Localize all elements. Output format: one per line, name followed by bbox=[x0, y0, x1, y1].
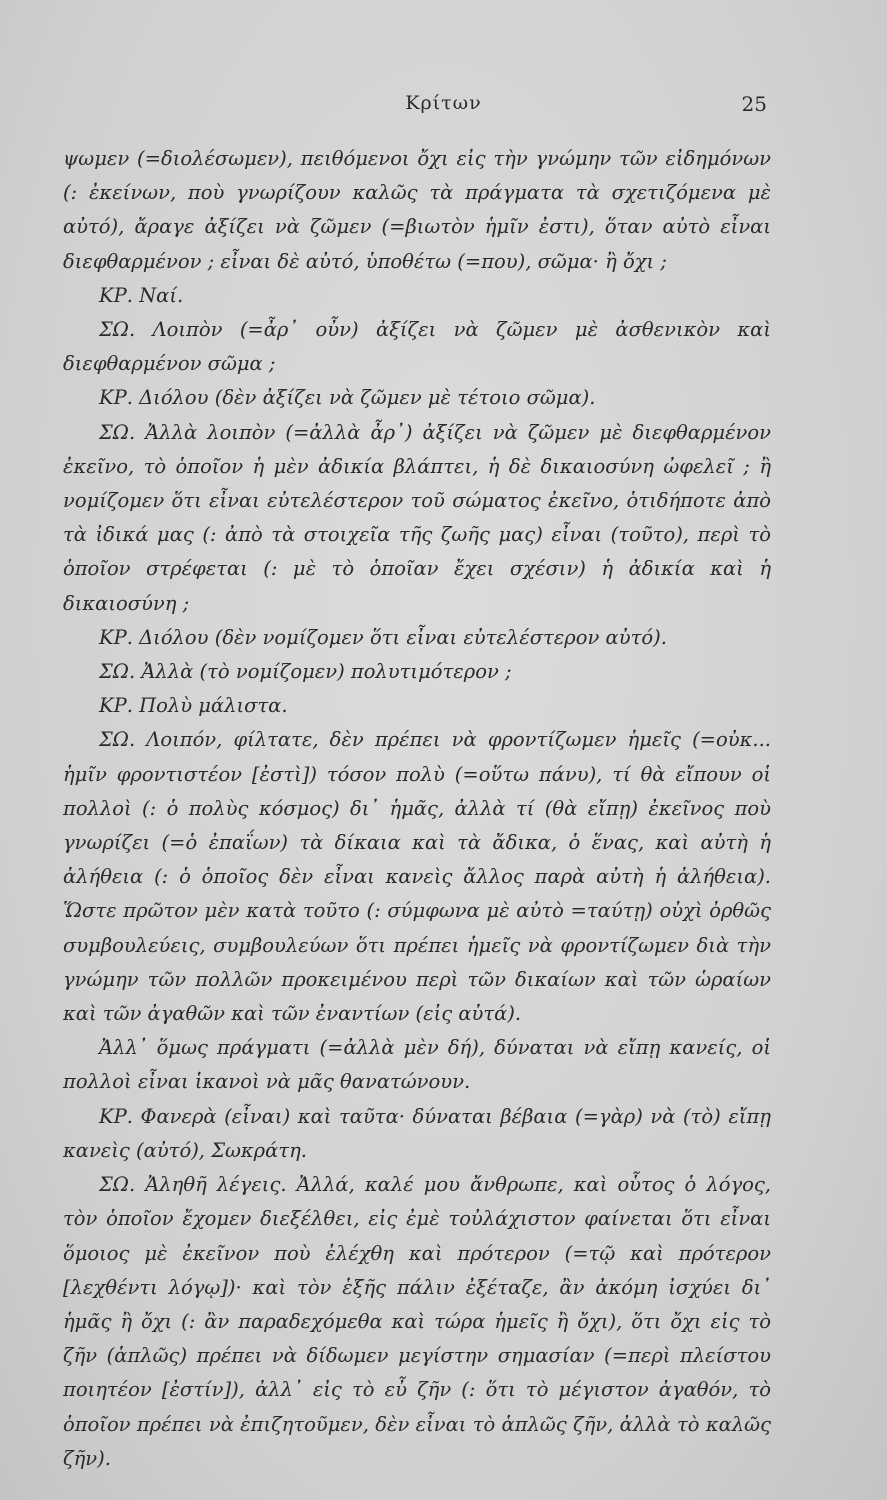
paragraph: ΚΡ. Διόλου (δὲν ἀξίζει νὰ ζῶμεν μὲ τέτοιο σῶμα). bbox=[99, 386, 596, 410]
paragraph: ΚΡ. Διόλου (δὲν νομίζομεν ὅτι εἶναι εὐτελέστερον αὐτό). bbox=[99, 625, 667, 649]
paragraph: Ἀλλ᾽ ὅμως πράγματι (=ἀλλὰ μὲν δή), δύναται νὰ εἴπῃ κανείς, οἱ πολλοὶ εἶναι ἱκανοὶ νὰ μᾶς θανατώνουν. bbox=[63, 1036, 771, 1094]
running-title: Κρίτων bbox=[405, 92, 482, 114]
paragraph: ΚΡ. Φανερὰ (εἶναι) καὶ ταῦτα· δύναται βέβαια (=γὰρ) νὰ (τὸ) εἴπῃ κανεὶς (αὐτό), Σωκράτη. bbox=[63, 1104, 771, 1162]
paragraph: ΣΩ. Ἀλλὰ λοιπὸν (=ἀλλὰ ἆρ᾽) ἀξίζει νὰ ζῶμεν μὲ διεφθαρμένον ἐκεῖνο, τὸ ὁποῖον ἡ μὲν ἀδικία βλάπτει, ἡ δὲ δικαιοσύνη ὠφελεῖ ; ἢ νομίζομεν ὅτι εἶναι εὐτελέστερον τοῦ σώματος ἐκεῖνο, ὁτιδήποτε ἀπὸ τὰ ἰδικά μας (: ἀπὸ τὰ στοιχεῖα τῆς ζωῆς μας) εἶναι (τοῦτο), περὶ τὸ ὁποῖον στρέφεται (: μὲ τὸ ὁποῖαν ἔχει σχέσιν) ἡ ἀδικία καὶ ἡ δικαιοσύνη ; bbox=[63, 420, 771, 615]
paragraph: ψωμεν (=διολέσωμεν), πειθόμενοι ὄχι εἰς τὴν γνώμην τῶν εἰδημόνων (: ἐκείνων, ποὺ γνωρίζουν καλῶς τὰ πράγματα τὰ σχετιζόμενα μὲ αὐτό), ἄραγε ἀξίζει νὰ ζῶμεν (=βιωτὸν ἡμῖν ἐστι), ὅταν αὐτὸ εἶναι διεφθαρμένον ; εἶναι δὲ αὐτό, ὑποθέτω (=που), σῶμα· ἢ ὄχι ; bbox=[63, 147, 771, 273]
paragraph: ΣΩ. Ἀληθῆ λέγεις. Ἀλλά, καλέ μου ἄνθρωπε, καὶ οὗτος ὁ λόγος, τὸν ὁποῖον ἔχομεν διεξέλθει, εἰς ἐμὲ τοὐλάχιστον φαίνεται ὅτι εἶναι ὅμοιος μὲ ἐκεῖνον ποὺ ἐλέχθη καὶ πρότερον (=τῷ καὶ πρότερον [λεχθέντι λόγῳ])· καὶ τὸν ἑξῆς πάλιν ἐξέταζε, ἂν ἀκόμη ἰσχύει δι᾽ ἡμᾶς ἢ ὄχι (: ἂν παραδεχόμεθα καὶ τώρα ἡμεῖς ἢ ὄχι), ὅτι ὄχι εἰς τὸ ζῆν (ἁπλῶς) πρέπει νὰ δίδωμεν μεγίστην σημασίαν (=περὶ πλείστου ποιητέον [ἐστίν]), ἀλλ᾽ εἰς τὸ εὖ ζῆν (: ὅτι τὸ μέγιστον ἀγαθόν, τὸ ὁποῖον πρέπει νὰ ἐπιζητοῦμεν, δὲν εἶναι τὸ ἁπλῶς ζῆν, ἀλλὰ τὸ καλῶς ζῆν). bbox=[63, 1173, 771, 1470]
paragraph: ΣΩ. Λοιπόν, φίλτατε, δὲν πρέπει νὰ φροντίζωμεν ἡμεῖς (=οὐκ... ἡμῖν φροντιστέον [ἐστὶ]) τόσον πολὺ (=οὕτω πάνυ), τί θὰ εἴπουν οἱ πολλοὶ (: ὁ πολὺς κόσμος) δι᾽ ἡμᾶς, ἀλλὰ τί (θὰ εἴπῃ) ἐκεῖνος ποὺ γνωρίζει (=ὁ ἐπαΐων) τὰ δίκαια καὶ τὰ ἄδικα, ὁ ἕνας, καὶ αὐτὴ ἡ ἀλήθεια (: ὁ ὁποῖος δὲν εἶναι κανεὶς ἄλλος παρὰ αὐτὴ ἡ ἀλήθεια). Ὥστε πρῶτον μὲν κατὰ τοῦτο (: σύμφωνα μὲ αὐτὸ =ταύτῃ) οὐχὶ ὀρθῶς συμβουλεύεις, συμβουλεύων ὅτι πρέπει ἡμεῖς νὰ φροντίζωμεν διὰ τὴν γνώμην τῶν πολλῶν προκειμένου περὶ τῶν δικαίων καὶ τῶν ὡραίων καὶ τῶν ἀγαθῶν καὶ τῶν ἐναντίων (εἰς αὐτά). bbox=[63, 728, 771, 1026]
body-text bbox=[63, 142, 771, 1476]
paragraph: ΚΡ. Ναί. bbox=[99, 283, 184, 307]
paragraph: ΚΡ. Πολὺ μάλιστα. bbox=[99, 694, 288, 718]
paragraph: ΣΩ. Λοιπὸν (=ἆρ᾽ οὖν) ἀξίζει νὰ ζῶμεν μὲ ἀσθενικὸν καὶ διεφθαρμένον σῶμα ; bbox=[63, 318, 771, 376]
page-number: 25 bbox=[741, 92, 767, 116]
page-header bbox=[0, 92, 887, 122]
paragraph: ΣΩ. Ἀλλὰ (τὸ νομίζομεν) πολυτιμότερον ; bbox=[99, 660, 512, 684]
